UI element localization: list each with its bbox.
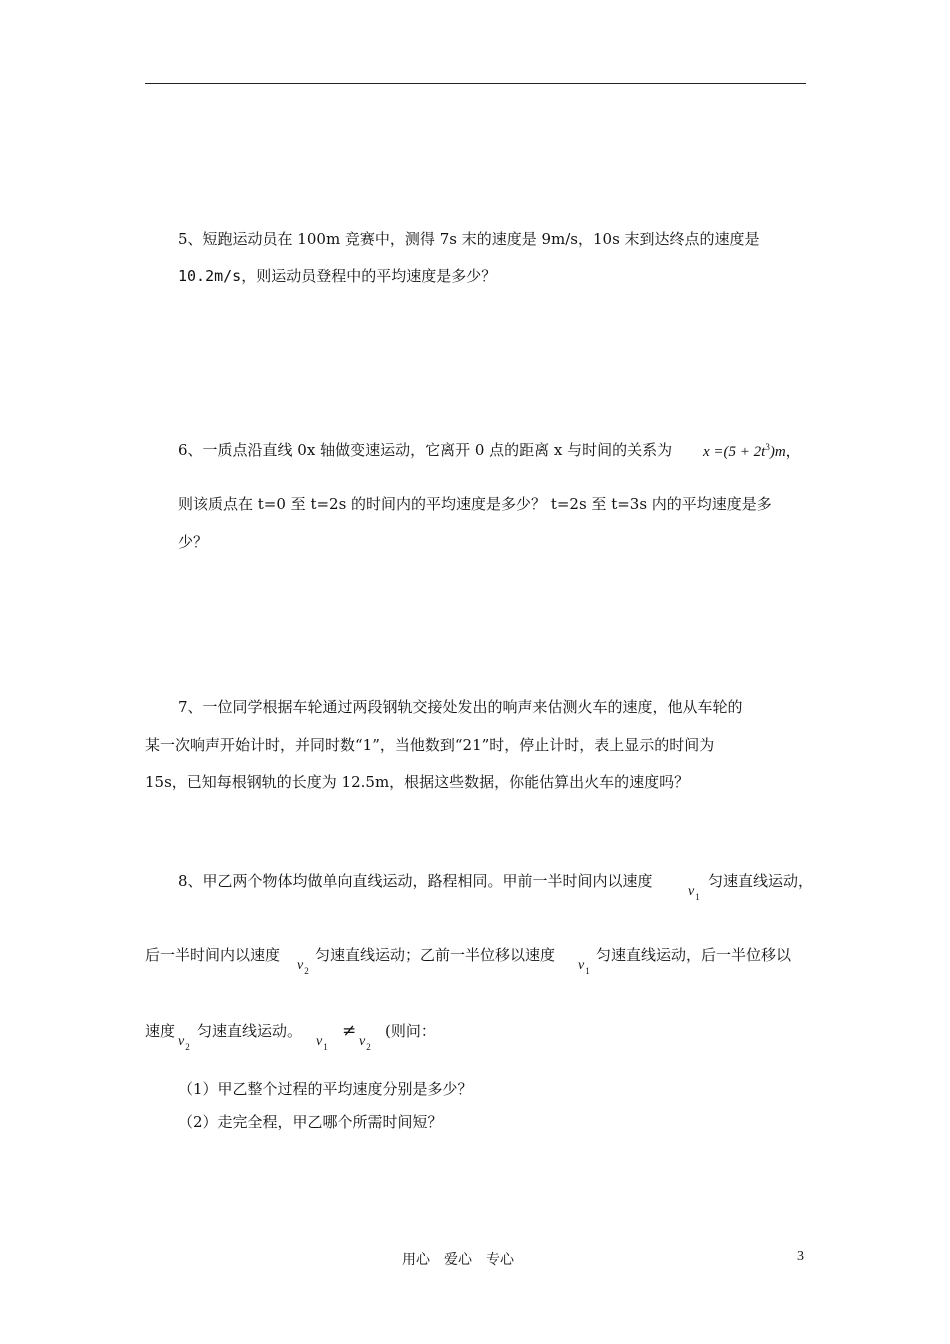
formula-exponent: 3	[765, 442, 770, 452]
q6-formula	[703, 442, 801, 463]
v-symbol: v	[316, 1034, 323, 1049]
v-symbol: v	[297, 958, 304, 973]
formula-comma: ，	[785, 444, 801, 460]
q8-line2b: 匀速直线运动；乙前一半位移以速度	[315, 946, 556, 964]
not-equal-sign: ≠	[342, 1021, 357, 1041]
q8-line3c: (则问：	[385, 1022, 436, 1040]
v-subscript: 1	[585, 966, 590, 976]
q6-line3: 少？	[178, 533, 209, 551]
velocity-v1	[578, 958, 590, 974]
q8-line1-tail: 匀速直线运动，	[708, 872, 814, 890]
v-subscript: 2	[185, 1042, 190, 1052]
v-subscript: 2	[366, 1042, 371, 1052]
q6-line2: 则该质点在 t=0 至 t=2s 的时间内的平均速度是多少？ t=2s 至 t=3s 内的平均速度是多	[178, 495, 772, 513]
q8-line2c: 匀速直线运动，后一半位移以	[596, 946, 792, 964]
q5-line1: 5、短跑运动员在 100m 竞赛中，测得 7s 末的速度是 9m/s，10s 末到达终点的速度是	[178, 230, 760, 248]
page-number: 3	[797, 1249, 804, 1264]
v-symbol: v	[578, 958, 585, 973]
footer-motto: 用心 爱心 专心	[402, 1252, 514, 1268]
velocity-v2	[178, 1034, 190, 1050]
q8-subquestion-2: （2）走完全程，甲乙哪个所需时间短？	[178, 1113, 443, 1131]
v-subscript: 1	[323, 1042, 328, 1052]
velocity-v1	[688, 884, 700, 900]
q7-line2: 某一次响声开始计时，并同时数“1”，当他数到“21”时，停止计时，表上显示的时间为	[145, 736, 715, 754]
q8-line3a: 速度	[145, 1022, 176, 1040]
q7-line3: 15s，已知每根钢轨的长度为 12.5m，根据这些数据，你能估算出火车的速度吗？	[145, 773, 690, 791]
velocity-v1	[316, 1034, 328, 1050]
formula-lhs: x =(5 + 2t	[703, 444, 766, 460]
q8-line3b: 匀速直线运动。	[197, 1022, 303, 1040]
q6-line1: 6、一质点沿直线 0x 轴做变速运动，它离开 0 点的距离 x 与时间的关系为	[178, 441, 673, 459]
velocity-v2	[359, 1034, 371, 1050]
q8-line1: 8、甲乙两个物体均做单向直线运动，路程相同。甲前一半时间内以速度	[178, 872, 653, 890]
v-subscript: 2	[304, 966, 309, 976]
v-symbol: v	[359, 1034, 366, 1049]
q8-line2a: 后一半时间内以速度	[145, 946, 281, 964]
velocity-v2	[297, 958, 309, 974]
v-symbol: v	[688, 884, 695, 899]
q5-line2: 10.2m/s，则运动员登程中的平均速度是多少？	[178, 267, 497, 285]
v-subscript: 1	[695, 892, 700, 902]
q7-line1: 7、一位同学根据车轮通过两段钢轨交接处发出的响声来估测火车的速度，他从车轮的	[178, 698, 743, 716]
v-symbol: v	[178, 1034, 185, 1049]
header-rule	[145, 83, 806, 84]
formula-rhs: )m	[769, 444, 786, 460]
q8-subquestion-1: （1）甲乙整个过程的平均速度分别是多少？	[178, 1080, 473, 1098]
